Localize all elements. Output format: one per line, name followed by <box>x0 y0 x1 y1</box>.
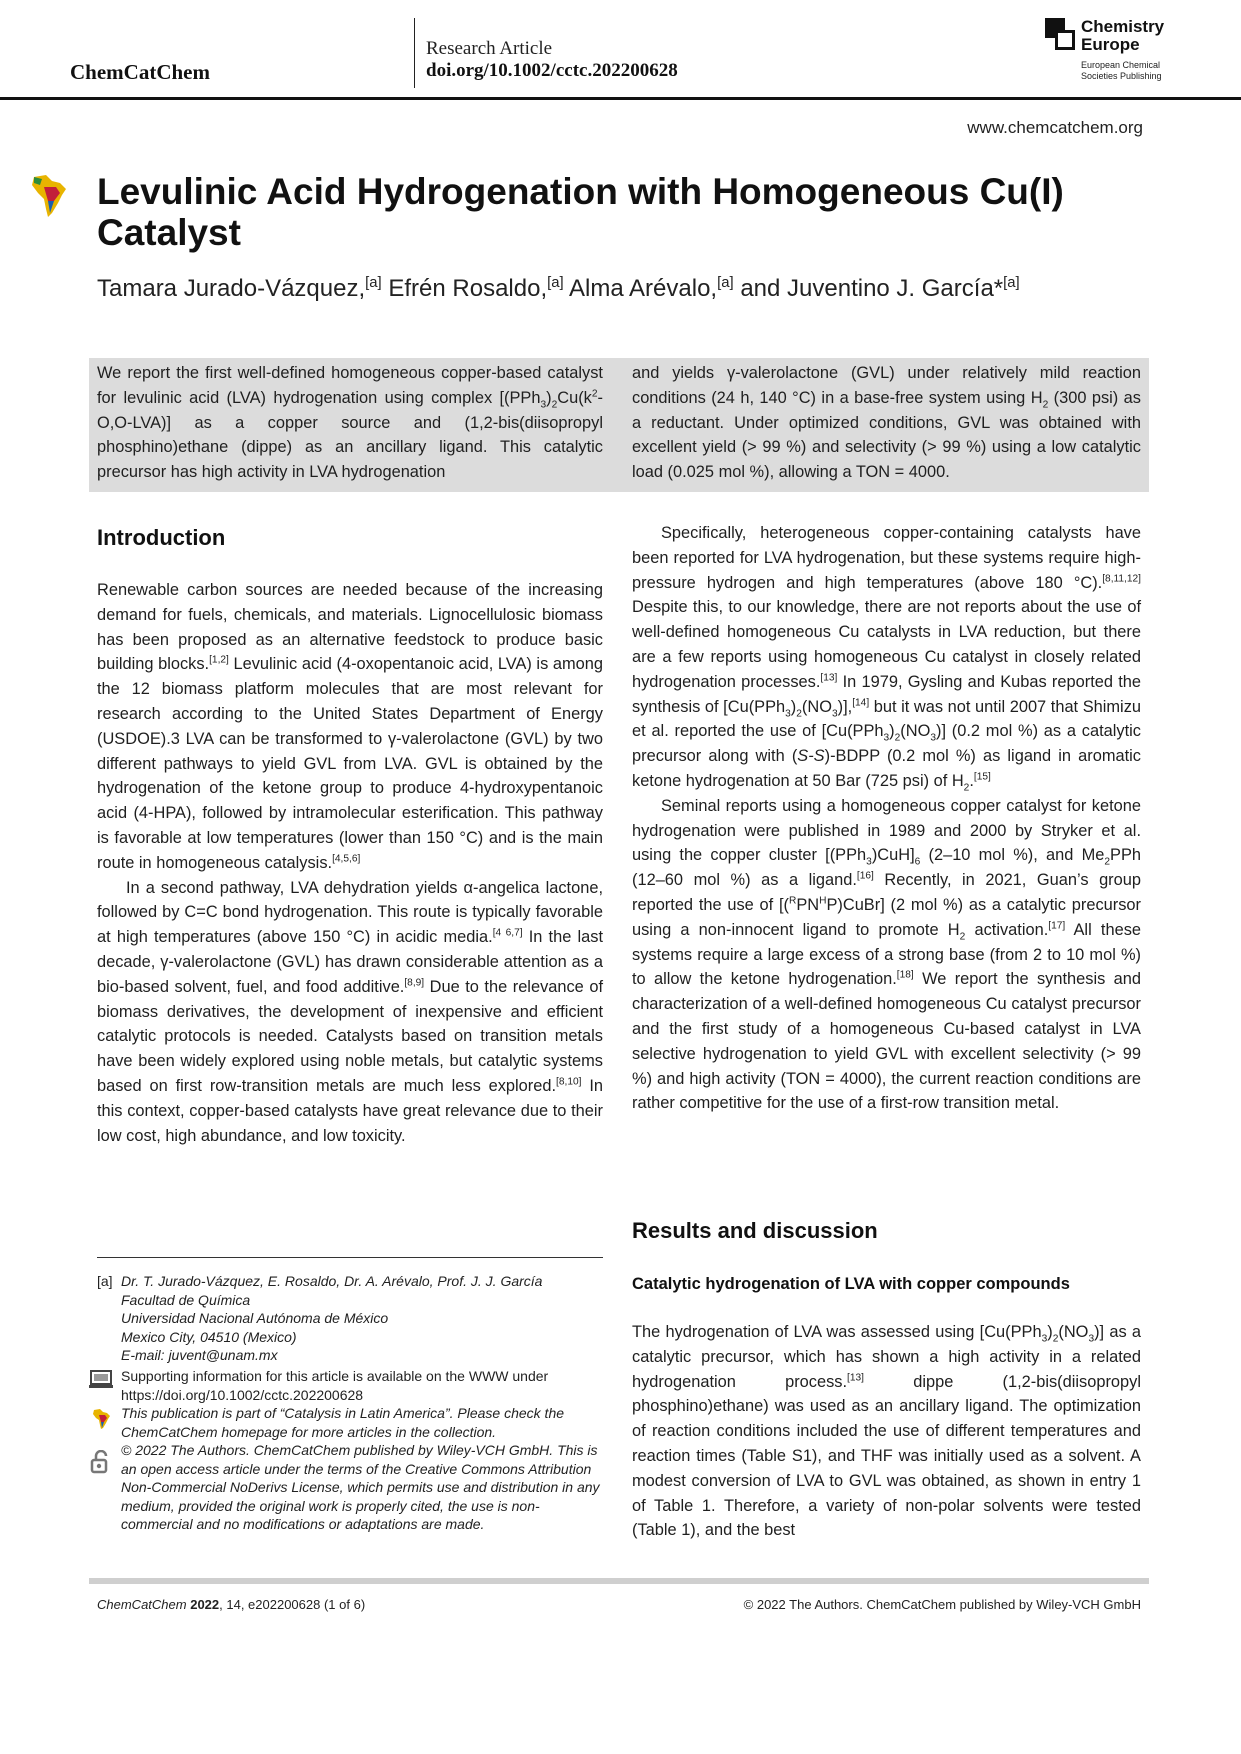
citation: [4 6,7] <box>492 927 523 939</box>
citation: [17] <box>1048 920 1066 932</box>
paragraph: In a second pathway, LVA dehydration yields α-angelica lactone, followed by C=C bond hydrogenation. This route is typically favorable at high temperatures (above 150 °C) in acidic media.[4 6,7] In the last decade, γ-valerolactone (GVL) has drawn considerable attention as a bio-based solvent, fuel, and food additive.[8,9] Due to the relevance of biomass derivatives, the development of inexpensive and efficient catalytic protocols is needed. Catalysts based on transition metals have been widely explored using noble metals, but catalytic systems based on first row-transition metals are much less explored.[8,10] In this context, copper-based catalysts have great relevance due to their low cost, high abundance, and low toxicity. <box>97 878 603 1145</box>
paragraph: The hydrogenation of LVA was assessed using $[Cu(PPh_3)_2(NO_3)]$ as a catalytic precursor, which has shown a high activity in a related hydrogenation process.[13] dippe (1,2-bis(diisopropyl phosphino)ethane) was used as an ancillary ligand. The optimization of reaction conditions included the use of different temperatures and reaction times (Table S1), and THF was initially used as a solvent. A modest conversion of LVA to GVL was obtained, as shown in entry 1 of Table 1. Therefore, a variety of non-polar solvents were tested (Table 1), and the best <box>632 1323 1142 1540</box>
right-column-body <box>632 521 1141 1116</box>
paragraph: Specifically, heterogeneous copper-containing catalysts have been reported for LVA hydrogenation, but these systems require high-pressure hydrogen and high temperatures (above 180 °C).[8,11,12] Despite this, to our knowledge, there are not reports about the use of well-defined homogeneous Cu catalysts in LVA reduction, but there are a few reports using homogeneous Cu catalyst in closely related hydrogenation processes.[13] In 1979, Gysling and Kubas reported the synthesis of $[Cu(PPh_3)_2(NO_3)],[14]$ but it was not until 2007 that Shimizu et al. reported the use of $[Cu(PPh_3)_2(NO_3)]$ (0.2 mol %) as a catalytic precursor along with (S-S)-BDPP (0.2 mol %) as ligand in aromatic ketone hydrogenation at 50 Bar (725 psi) of $H_2.[15]$ <box>632 524 1142 794</box>
citation: [15] <box>973 771 991 783</box>
doi-link[interactable]: doi.org/10.1002/cctc.202200628 <box>426 60 678 81</box>
open-access-icon <box>90 1450 112 1474</box>
citation: [1,2] <box>209 654 229 666</box>
article-type: Research Article <box>426 38 553 59</box>
license-note: © 2022 The Authors. ChemCatChem published by Wiley-VCH GmbH. This is an open access article under the terms of the Creative Commons Attribution Non-Commercial NoDerivs License, which permits use and distribution in any medium, provided the original work is properly cited, the use is non-commercial and no modifications or adaptations are made. <box>121 1442 600 1533</box>
results-subheading: Catalytic hydrogenation of LVA with copper compounds <box>632 1275 1070 1293</box>
citation: [14] <box>852 697 870 709</box>
article-title: Levulinic Acid Hydrogenation with Homogeneous Cu(I) Catalyst <box>97 171 1064 253</box>
header-rule <box>0 97 1241 100</box>
chemistry-europe-logo-icon <box>1045 18 1077 52</box>
author-list: Tamara Jurado-Vázquez,[a] Efrén Rosaldo,[a] Alma Arévalo,[a] and Juventino J. García*[a] <box>97 275 1020 302</box>
footer-bar <box>89 1578 1149 1584</box>
affiliation: Dr. T. Jurado-Vázquez, E. Rosaldo, Dr. A. Arévalo, Prof. J. J. García Facultad de Química Universidad Nacional Autónoma de México Mexico City, 04510 (Mexico) E-mail: juvent@unam.mx <box>121 1272 601 1365</box>
introduction-heading: Introduction <box>97 525 226 550</box>
publisher-name: Chemistry Europe <box>1081 17 1165 54</box>
introduction-body <box>97 578 603 1148</box>
citation: [4,5,6] <box>332 853 361 865</box>
citation: [8,11,12] <box>1102 573 1141 585</box>
publisher-subtitle: European Chemical Societies Publishing <box>1081 60 1162 81</box>
journal-name: ChemCatChem <box>70 60 210 84</box>
latin-america-map-icon <box>30 173 72 219</box>
results-body <box>632 1320 1141 1543</box>
citation-footer: ChemCatChem 2022, 14, e202200628 (1 of 6) <box>97 1597 366 1612</box>
affiliation-label: [a] <box>97 1273 113 1289</box>
journal-website-link[interactable]: www.chemcatchem.org <box>967 118 1143 137</box>
supporting-information: Supporting information for this article is available on the WWW under https://doi.org/10.1002/cctc.202200628 <box>121 1368 549 1403</box>
abstract-column-left: We report the first well-defined homogeneous copper-based catalyst for levulinic acid (LVA) hydrogenation using complex $[(PPh_3)_2Cu(k^2-O,O-LVA)]$ as a copper source and (1,2-bis(diisopropyl phosphino)ethane (dippe) as an ancillary ligand. This catalytic precursor has high activity in LVA hydrogenation <box>97 364 603 482</box>
computer-icon <box>89 1370 113 1390</box>
author-email: E-mail: juvent@unam.mx <box>121 1347 278 1364</box>
citation: [8,10] <box>556 1076 582 1088</box>
citation: [18] <box>896 969 914 981</box>
abstract-column-right: and yields γ-valerolactone (GVL) under relatively mild reaction conditions (24 h, 140 °C) in a base-free system using $H_2$ (300 psi) as a reductant. Under optimized conditions, GVL was obtained with excellent yield (> 99 %) and selectivity (> 99 %) using a low catalytic load (0.025 mol %), allowing a TON = 4000. <box>632 364 1141 482</box>
footnote-rule <box>97 1257 603 1258</box>
citation: [16] <box>856 870 874 882</box>
citation: [13] <box>820 672 838 684</box>
author-name: Alma Arévalo, <box>569 275 718 302</box>
paragraph: Renewable carbon sources are needed because of the increasing demand for fuels, chemicals, and materials. Lignocellulosic biomass has been proposed as an alternative feedstock to produce basic building blocks.[1,2] Levulinic acid (4-oxopentanoic acid, LVA) is among the 12 biomass platform molecules that are most relevant for research according to the United States Department of Energy (USDOE).3 LVA can be transformed to γ-valerolactone (GVL) by two different pathways to yield GVL from LVA. GVL is obtained by the hydrogenation of the ketone group to produce 4-hydroxypentanoic acid (4-HPA), followed by intramolecular esterification. This pathway is favorable at low temperatures (lower than 150 °C) and is the main route in homogeneous catalysis.[4,5,6] <box>97 581 603 872</box>
citation: [8,9] <box>404 977 425 989</box>
results-heading: Results and discussion <box>632 1218 878 1243</box>
latin-america-map-icon <box>92 1408 112 1430</box>
author-name: Efrén Rosaldo, <box>388 275 548 302</box>
collection-note: This publication is part of “Catalysis in Latin America”. Please check the ChemCatChem homepage for more articles in the collection. <box>121 1405 565 1440</box>
citation: [13] <box>847 1372 864 1384</box>
header-divider <box>414 18 415 88</box>
copyright-footer: © 2022 The Authors. ChemCatChem published by Wiley-VCH GmbH <box>743 1597 1141 1612</box>
paragraph: Seminal reports using a homogeneous copper catalyst for ketone hydrogenation were published in 1989 and 2000 by Stryker et al. using the copper cluster $[(PPh_3)CuH]_6$ (2–10 mol %), and $Me_2PPh$ (12–60 mol %) as a ligand.[16] Recently, in 2021, Guan’s group reported the use of $[(^RPN^HP)CuBr]$ (2 mol %) as a catalytic precursor using a non-innocent ligand to promote $H_2$ activation.[17] All these systems require a large excess of a strong base (from 2 to 10 mol %) to allow the ketone hydrogenation.[18] We report the synthesis and characterization of a well-defined homogeneous Cu catalyst precursor and the first study of a homogeneous Cu-based catalyst in LVA selective hydrogenation to yield GVL with excellent selectivity (> 99 %) and high activity (TON = 4000), the current reaction conditions are rather competitive for the use of a first-row transition metal. <box>632 796 1142 1113</box>
author-name: Tamara Jurado-Vázquez, <box>97 275 366 302</box>
author-name: and Juventino J. García* <box>740 275 1004 302</box>
